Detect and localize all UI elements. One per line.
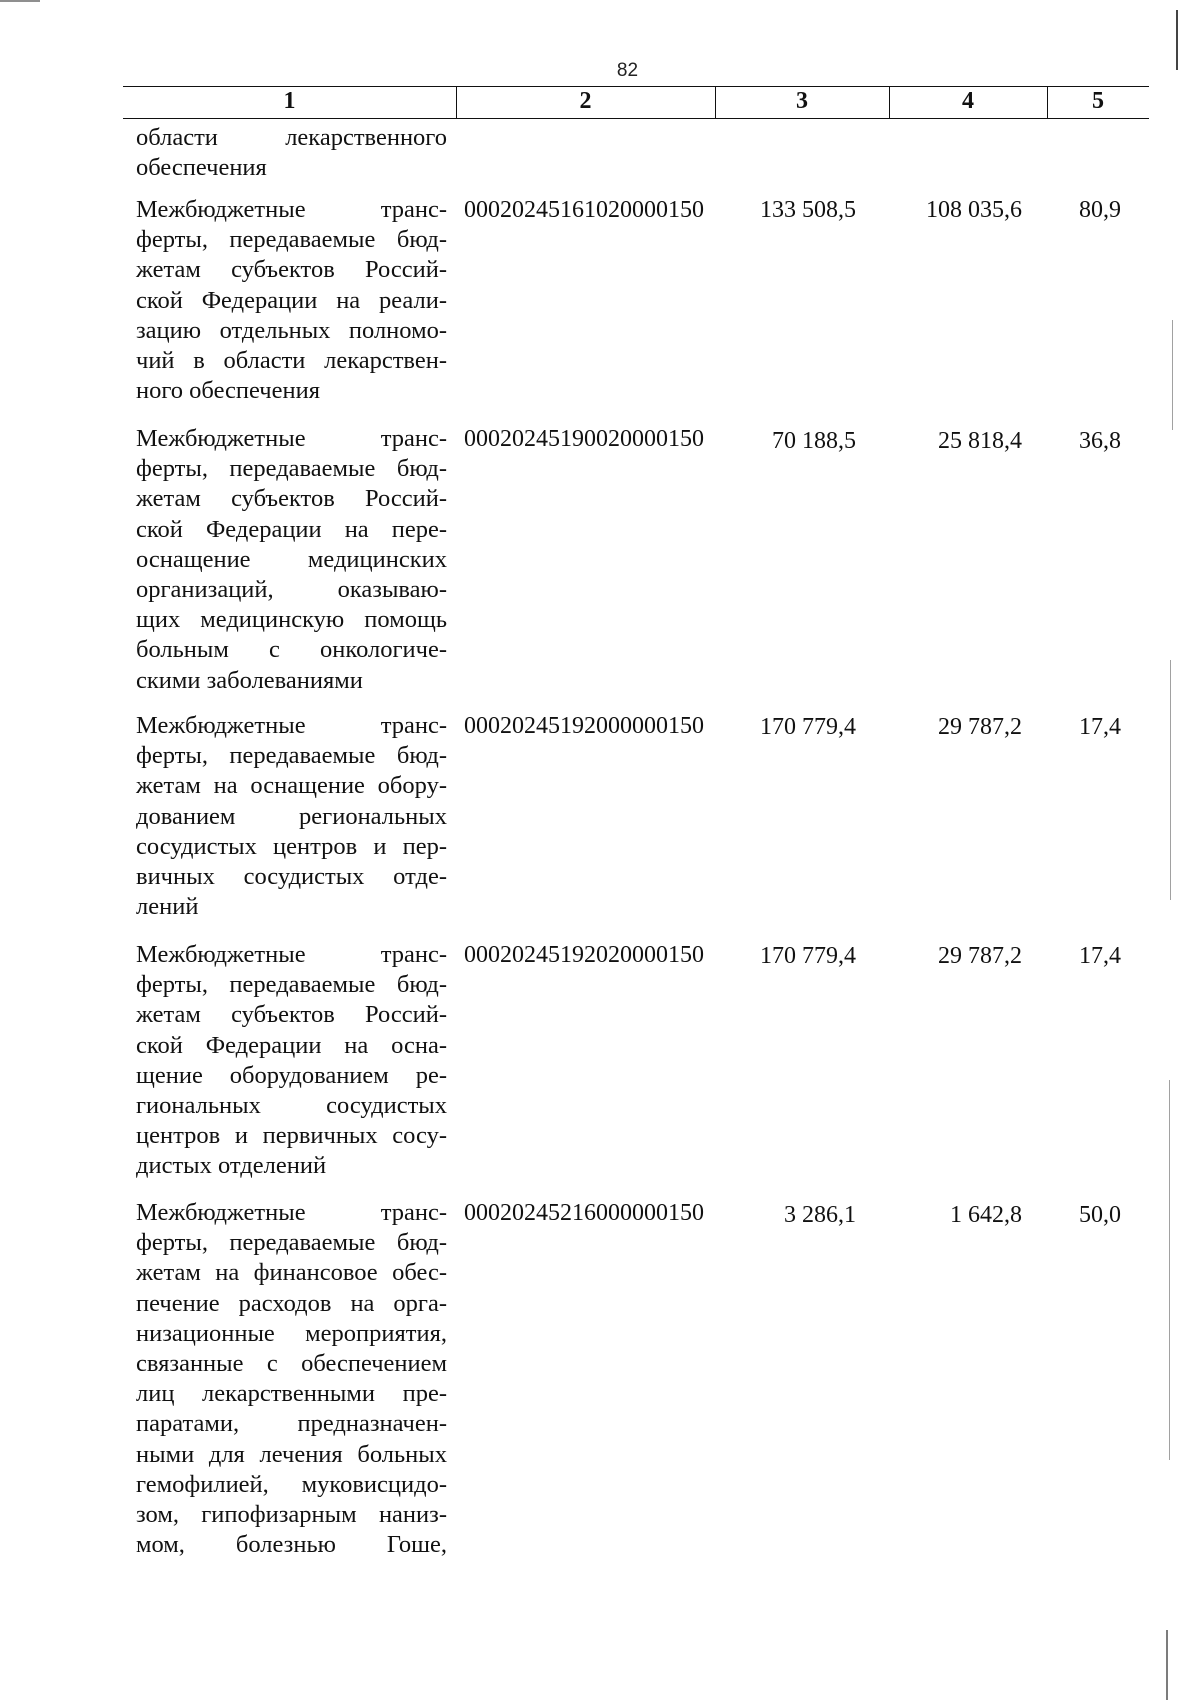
header-col-5: 5 xyxy=(1092,88,1104,114)
scan-edge-mark xyxy=(1169,1080,1170,1460)
text-line: ного обеспечения xyxy=(136,377,320,405)
row-description xyxy=(136,940,447,1182)
row-code: 00020245216000000150 xyxy=(464,1200,704,1226)
text-line: сосудистых центров и пер- xyxy=(136,832,447,860)
text-line: Межбюджетные транс- xyxy=(136,425,447,452)
row-percent: 80,9 xyxy=(1079,197,1121,223)
scan-edge-mark xyxy=(0,0,40,2)
row-plan: 170 779,4 xyxy=(760,943,856,969)
row-description xyxy=(136,711,447,922)
row-actual: 29 787,2 xyxy=(938,943,1022,969)
scan-edge-mark xyxy=(1170,660,1171,900)
text-line: ферты, передаваемые бюд- xyxy=(136,971,447,999)
text-line: паратами, предназначен- xyxy=(136,1410,447,1438)
header-col-4: 4 xyxy=(962,88,974,114)
header-col-2: 2 xyxy=(579,88,592,114)
text-line: ской Федерации на осна- xyxy=(136,1031,447,1059)
row-code: 00020245161020000150 xyxy=(464,197,704,223)
text-line: ской Федерации на реали- xyxy=(136,286,447,314)
scan-edge-mark xyxy=(1172,320,1173,430)
row-actual: 29 787,2 xyxy=(938,714,1022,740)
row-plan: 170 779,4 xyxy=(760,714,856,740)
text-line: зацию отдельных полномо- xyxy=(136,316,447,344)
page-number: 82 xyxy=(616,60,639,81)
text-line: жетам субъектов Россий- xyxy=(136,485,447,513)
continuation-text xyxy=(136,123,447,183)
text-line: щение оборудованием ре- xyxy=(136,1061,447,1089)
text-line: больным с онкологиче- xyxy=(136,636,447,664)
text-line: ской Федерации на пере- xyxy=(136,515,447,543)
text-line: обеспечения xyxy=(136,154,267,182)
row-plan: 133 508,5 xyxy=(760,197,856,223)
text-line: ферты, передаваемые бюд- xyxy=(136,455,447,483)
text-line: ферты, передаваемые бюд- xyxy=(136,742,447,770)
row-description xyxy=(136,195,447,406)
row-code: 00020245190020000150 xyxy=(464,426,704,452)
text-line: мом, болезнью Гоше, xyxy=(136,1531,447,1559)
row-plan: 70 188,5 xyxy=(772,428,856,454)
header-bottom-rule xyxy=(123,118,1149,119)
text-line: зом, гипофизарным наниз- xyxy=(136,1501,447,1529)
scan-edge-mark xyxy=(1176,10,1178,70)
text-line: вичных сосудистых отде- xyxy=(136,863,447,891)
text-line: Межбюджетные транс- xyxy=(136,941,447,968)
text-line: лиц лекарственными пре- xyxy=(136,1380,447,1408)
text-line: дистых отделений xyxy=(136,1152,327,1180)
row-percent: 50,0 xyxy=(1079,1202,1121,1228)
table-header xyxy=(123,86,1149,118)
text-line: жетам субъектов Россий- xyxy=(136,256,447,284)
row-code: 00020245192000000150 xyxy=(464,713,704,739)
text-line: низационные мероприятия, xyxy=(136,1319,447,1347)
text-line: Межбюджетные транс- xyxy=(136,196,447,223)
text-line: чий в области лекарствен- xyxy=(136,347,447,375)
row-percent: 17,4 xyxy=(1079,943,1121,969)
text-line: Межбюджетные транс- xyxy=(136,1199,447,1226)
text-line: гиональных сосудистых xyxy=(136,1092,447,1120)
row-actual: 108 035,6 xyxy=(926,197,1022,223)
scan-edge-mark xyxy=(1166,1630,1168,1700)
row-description xyxy=(136,424,447,696)
row-actual: 1 642,8 xyxy=(950,1202,1022,1228)
row-percent: 17,4 xyxy=(1079,714,1121,740)
text-line: ферты, передаваемые бюд- xyxy=(136,226,447,254)
row-description xyxy=(136,1198,447,1560)
header-col-1: 1 xyxy=(283,88,296,114)
text-line: организаций, оказываю- xyxy=(136,576,447,604)
text-line: лений xyxy=(136,893,199,921)
row-plan: 3 286,1 xyxy=(784,1202,856,1228)
header-col-3: 3 xyxy=(796,88,808,114)
text-line: жетам субъектов Россий- xyxy=(136,1001,447,1029)
text-line: щих медицинскую помощь xyxy=(136,606,447,634)
text-line: центров и первичных сосу- xyxy=(136,1122,447,1150)
row-code: 00020245192020000150 xyxy=(464,942,704,968)
text-line: области лекарственного xyxy=(136,124,447,151)
text-line: печение расходов на орга- xyxy=(136,1289,447,1317)
text-line: ными для лечения больных xyxy=(136,1440,447,1468)
text-line: Межбюджетные транс- xyxy=(136,712,447,739)
text-line: гемофилией, муковисцидо- xyxy=(136,1470,447,1498)
text-line: оснащение медицинских xyxy=(136,545,447,573)
row-actual: 25 818,4 xyxy=(938,428,1022,454)
header-top-rule xyxy=(123,86,1149,87)
text-line: ферты, передаваемые бюд- xyxy=(136,1229,447,1257)
text-line: жетам на оснащение обору- xyxy=(136,772,447,800)
text-line: жетам на финансовое обес- xyxy=(136,1259,447,1287)
text-line: связанные с обеспечением xyxy=(136,1350,447,1378)
text-line: дованием региональных xyxy=(136,802,447,830)
row-percent: 36,8 xyxy=(1079,428,1121,454)
text-line: скими заболеваниями xyxy=(136,666,363,694)
